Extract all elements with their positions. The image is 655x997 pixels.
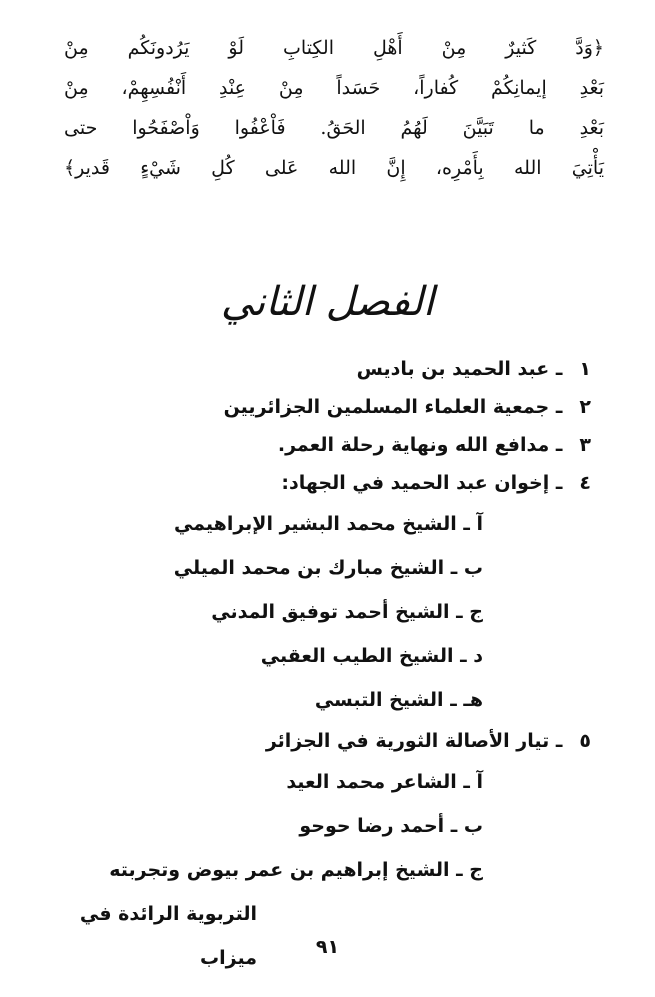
toc-item-2: [31, 388, 591, 426]
verse-line: يَأْتِيَ الله بِأَمْرِه، إِنَّ الله عَلى كُلِ شَيْءٍ قَدير﴾: [64, 157, 604, 179]
toc-item-separator: ـ: [555, 434, 563, 456]
toc-subitem-text: الشيخ إبراهيم بن عمر بيوض وتجربته: [109, 859, 450, 881]
toc-subitem-letter: ب: [463, 557, 483, 579]
chapter-title: الفصل الثاني: [220, 278, 435, 325]
quran-verse: [64, 28, 604, 188]
toc-subitem-4a: [31, 502, 591, 546]
toc-subitem-separator: ـ: [463, 771, 470, 793]
toc-subitem-text: الشيخ أحمد توفيق المدني: [211, 601, 450, 623]
toc-subitem-text: الشيخ محمد البشير الإبراهيمي: [173, 513, 457, 535]
toc-subitem-4e: [31, 678, 591, 722]
toc-subitem-separator: ـ: [463, 513, 470, 535]
toc-subitem-4b: [31, 546, 591, 590]
toc-item-separator: ـ: [555, 472, 563, 494]
toc-subitem-text: الشيخ الطيب العقبي: [260, 645, 454, 667]
toc-subitem-letter: د: [473, 645, 483, 667]
toc-item-text: عبد الحميد بن باديس: [356, 358, 550, 380]
toc-item-4: [31, 464, 591, 502]
toc-subitem-letter: آ: [476, 771, 483, 793]
verse-line: بَعْدِ ما تَبَيَّنَ لَهُمُ الحَقُ. فَاْعْفُوا وَاْصْفَحُوا حتى: [64, 117, 604, 139]
toc-item-separator: ـ: [555, 358, 563, 380]
toc-subitem-separator: ـ: [450, 815, 458, 837]
toc-item-number: ١: [579, 358, 591, 380]
toc-subitem-5c: [31, 848, 591, 980]
toc-subitem-letter: ج: [469, 859, 483, 881]
toc-subitem-4c: [31, 590, 591, 634]
toc-subitem-letter: ج: [469, 601, 483, 623]
toc-item-1: [31, 350, 591, 388]
toc-subitem-separator: ـ: [456, 859, 463, 881]
toc-subitem-separator: ـ: [450, 689, 457, 711]
toc-item-text: مدافع الله ونهاية رحلة العمر.: [277, 434, 550, 456]
toc-item-text: جمعية العلماء المسلمين الجزائريين: [223, 396, 550, 418]
toc-subitem-separator: ـ: [460, 645, 467, 667]
toc-subitem-text: الشيخ التبسي: [314, 689, 444, 711]
toc-subitem-5a: [31, 760, 591, 804]
toc-item-3: [31, 426, 591, 464]
toc-item-number: ٢: [579, 396, 591, 418]
toc-subitem-text: الشاعر محمد العيد: [286, 771, 457, 793]
toc-item-5: [31, 722, 591, 760]
toc-item-separator: ـ: [555, 730, 563, 752]
toc-subitem-letter: ب: [463, 815, 483, 837]
toc-subitem-text: أحمد رضا حوحو: [299, 815, 445, 837]
toc-subitem-separator: ـ: [456, 601, 463, 623]
toc-item-text: إخوان عبد الحميد في الجهاد:: [281, 472, 550, 494]
toc-item-number: ٣: [579, 434, 591, 456]
toc-item-number: ٥: [579, 730, 591, 752]
toc-subitem-continuation: التربوية الرائدة في ميزاب: [79, 903, 257, 969]
table-of-contents: [31, 350, 591, 980]
toc-subitem-separator: ـ: [450, 557, 458, 579]
verse-line: بَعْدِ إيمانِكُمْ كُفاراً، حَسَداً مِنْ عِنْدِ أَنْفُسِهِمْ، مِنْ: [64, 77, 604, 99]
toc-subitem-text: الشيخ مبارك بن محمد الميلي: [173, 557, 445, 579]
toc-subitem-letter: آ: [476, 513, 483, 535]
toc-item-number: ٤: [579, 472, 591, 494]
toc-item-separator: ـ: [555, 396, 563, 418]
verse-line: ﴿وَدَّ كَثيرٌ مِنْ أَهْلِ الكِتابِ لَوْ يَرُدونَكُم مِنْ: [64, 37, 604, 59]
toc-subitem-4d: [31, 634, 591, 678]
toc-subitem-5b: [31, 804, 591, 848]
toc-subitem-letter: هـ: [463, 689, 483, 711]
toc-item-text: تيار الأصالة الثورية في الجزائر: [265, 730, 550, 752]
page-number: ٩١: [315, 936, 340, 958]
